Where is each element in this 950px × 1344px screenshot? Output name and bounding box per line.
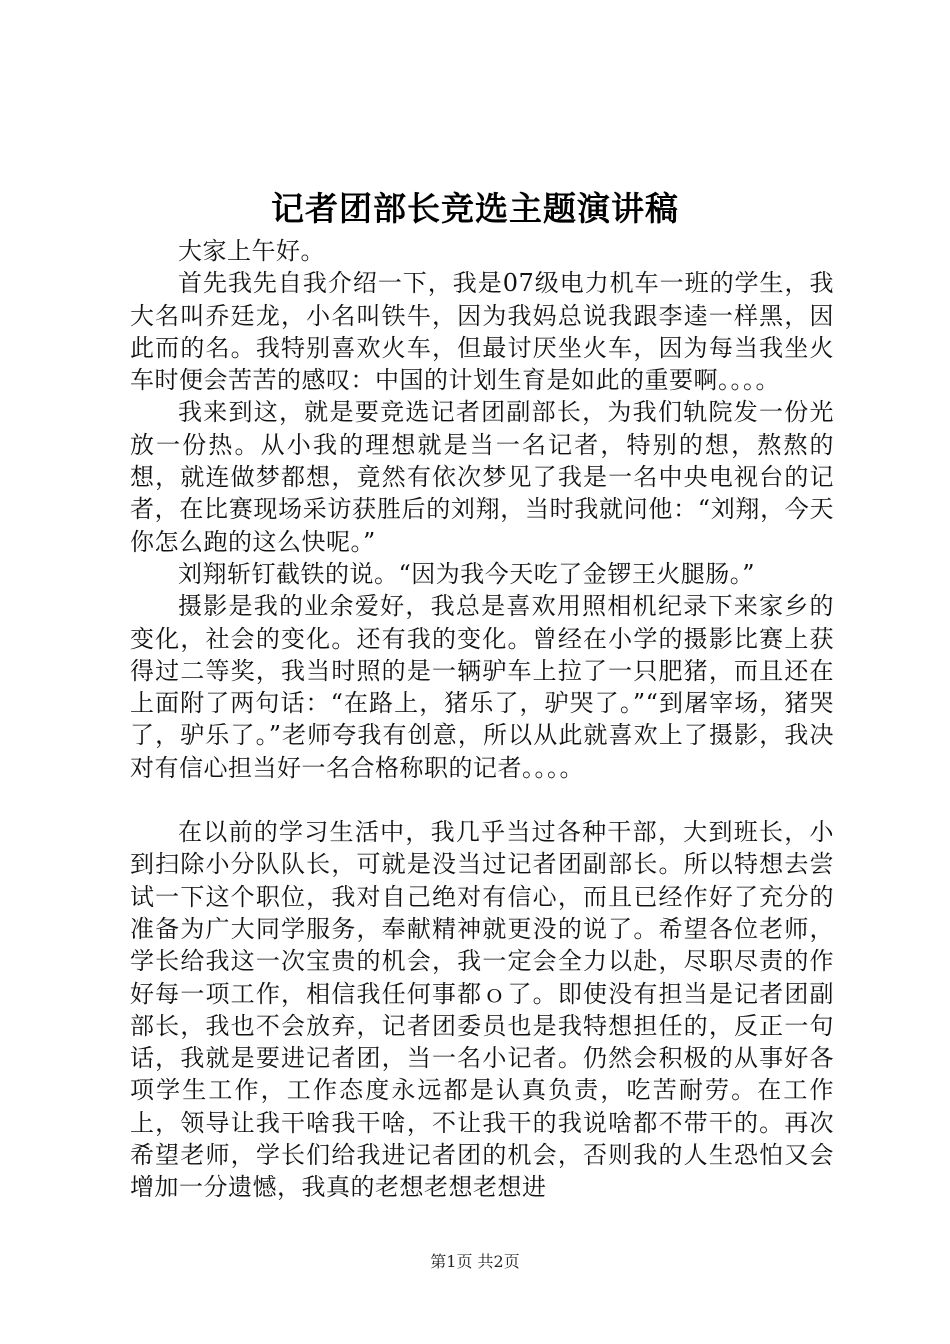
paragraph-photography: 摄影是我的业余爱好，我总是喜欢用照相机纪录下来家乡的变化，社会的变化。还有我的变化。曾经在小学的摄影比赛上获得过二等奖，我当时照的是一辆驴车上拉了一只肥猪，而且还在上面附了两句话：“在路上，猪乐了，驴哭了。”“到屠宰场，猪哭了，驴乐了。”老师夸我有创意，所以从此就喜欢上了摄影，我决对有信心担当好一名合格称职的记者。。。。 bbox=[130, 592, 834, 782]
paragraph-introduction: 首先我先自我介绍一下，我是07级电力机车一班的学生，我大名叫乔廷龙，小名叫铁牛，因为我妈总说我跟李逵一样黑，因此而的名。我特别喜欢火车，但最讨厌坐火车，因为每当我坐火车时便会苦苦的感叹：中国的计划生育是如此的重要啊。。。。 bbox=[130, 269, 834, 395]
document-title: 记者团部长竞选主题演讲稿 bbox=[271, 189, 679, 228]
page-number-footer: 第1页 共2页 bbox=[430, 1252, 520, 1271]
paragraph-goal: 我来到这，就是要竞选记者团副部长，为我们轨院发一份光放一份热。从小我的理想就是当一名记者，特别的想，熬熬的想，就连做梦都想，竟然有依次梦见了我是一名中央电视台的记者，在比赛现场采访获胜后的刘翔，当时我就问他：“刘翔，今天你怎么跑的这么快呢。” bbox=[130, 398, 834, 556]
paragraph-quote: 刘翔斩钉截铁的说。“因为我今天吃了金锣王火腿肠。” bbox=[178, 559, 756, 588]
paragraph-greeting: 大家上午好。 bbox=[178, 237, 325, 265]
document-body bbox=[130, 235, 834, 1204]
paragraph-experience: 在以前的学习生活中，我几乎当过各种干部，大到班长，小到扫除小分队队长，可就是没当过记者团副部长。所以特想去尝试一下这个职位，我对自己绝对有信心，而且已经作好了充分的准备为广大同学服务，奉献精神就更没的说了。希望各位老师，学长给我这一次宝贵的机会，我一定会全力以赴，尽职尽责的作好每一项工作，相信我任何事都ｏ了。即使没有担当是记者团副部长，我也不会放弃，记者团委员也是我特想担任的，反正一句话，我就是要进记者团，当一名小记者。仍然会积极的从事好各项学生工作，工作态度永远都是认真负责，吃苦耐劳。在工作上，领导让我干啥我干啥，不让我干的我说啥都不带干的。再次希望老师，学长们给我进记者团的机会，否则我的人生恐怕又会增加一分遗憾，我真的老想老想老想进 bbox=[130, 818, 834, 1202]
